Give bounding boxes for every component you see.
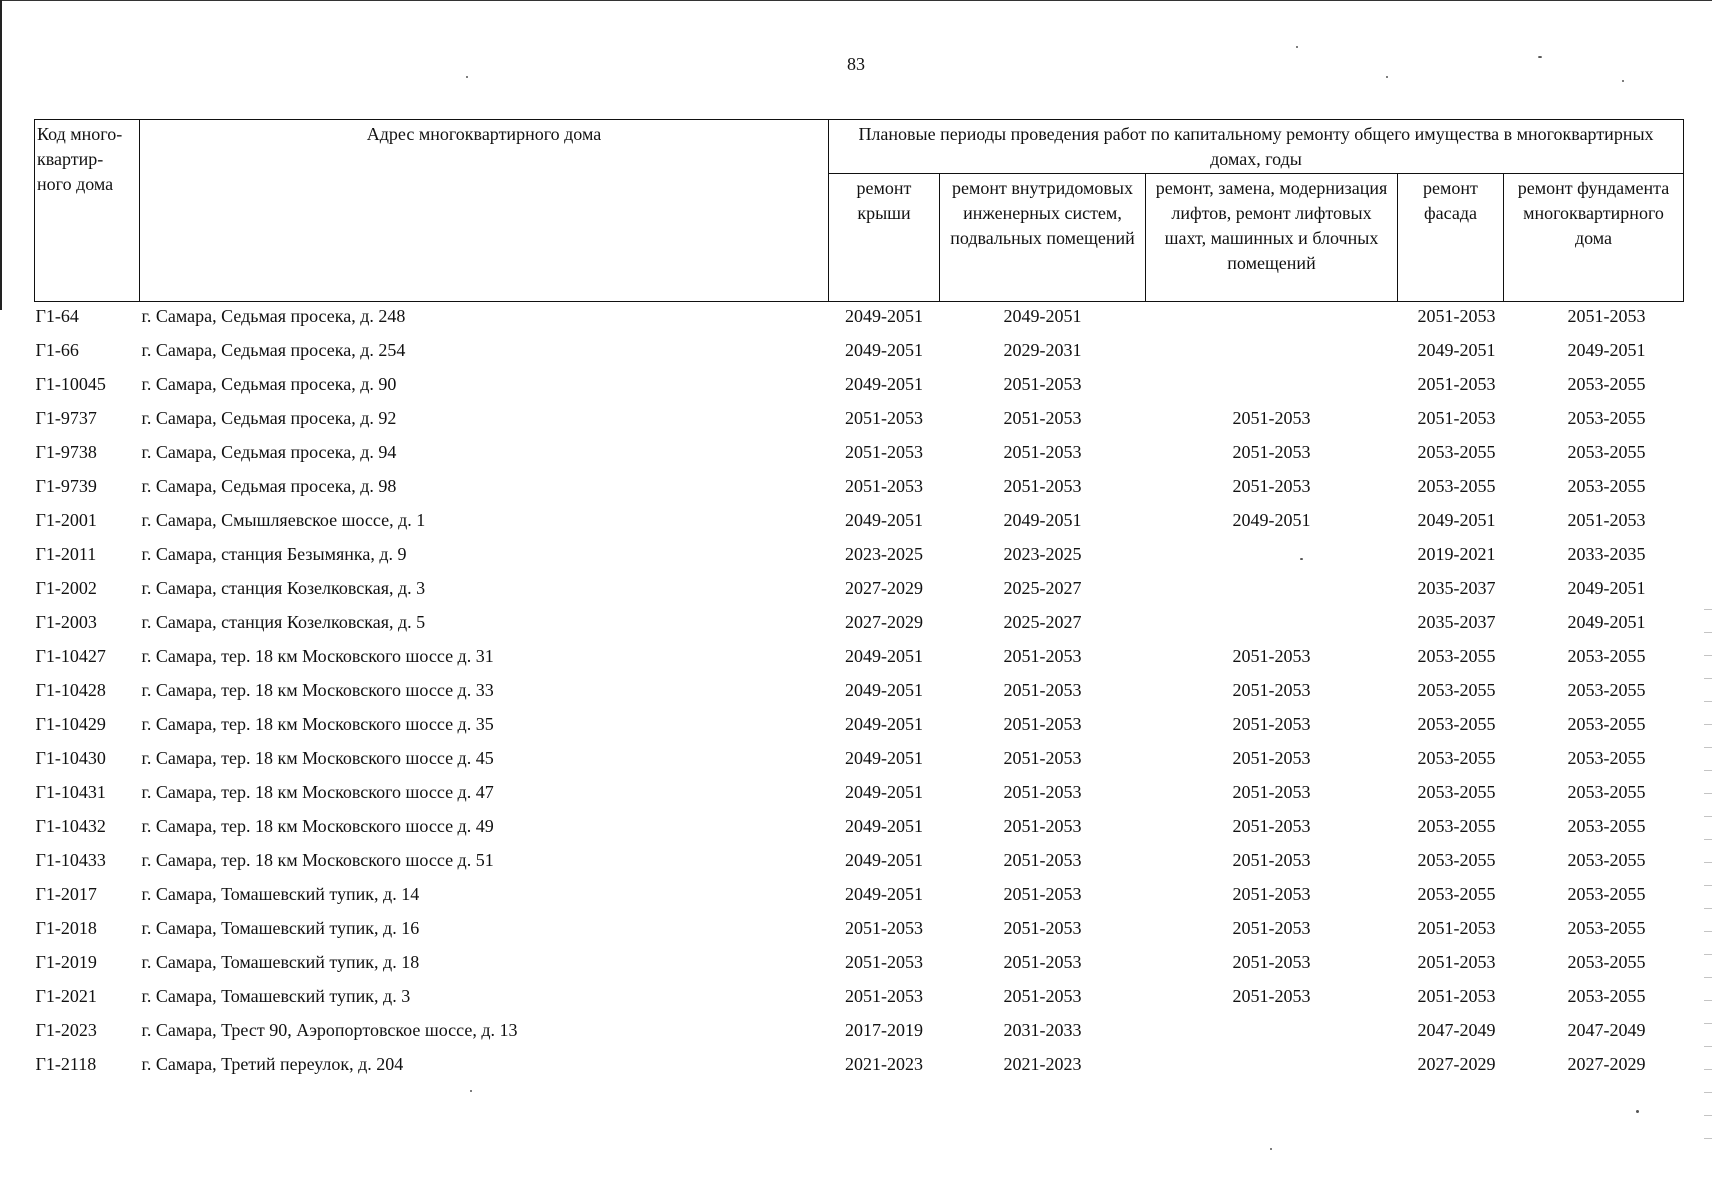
cell-foundation: 2053-2055: [1567, 408, 1646, 428]
cell-address: г. Самара, тер. 18 км Московского шоссе д. 45: [141, 748, 494, 768]
cell-facade: 2049-2051: [1417, 510, 1496, 530]
table-row: [35, 984, 1684, 1018]
cell-roof: 2021-2023: [845, 1054, 923, 1074]
cell-code: Г1-64: [35, 306, 79, 326]
cell-facade: 2053-2055: [1417, 714, 1496, 734]
cell-foundation: 2049-2051: [1567, 612, 1646, 632]
cell-facade: 2053-2055: [1417, 782, 1496, 802]
cell-facade: 2053-2055: [1417, 748, 1496, 768]
table-row: [35, 780, 1684, 814]
cell-foundation: 2049-2051: [1567, 340, 1646, 360]
cell-roof: 2051-2053: [845, 986, 923, 1006]
cell-address: г. Самара, Седьмая просека, д. 98: [141, 476, 397, 496]
cell-code: Г1-9739: [35, 476, 97, 496]
cell-foundation: 2053-2055: [1567, 986, 1646, 1006]
scan-speck: [1386, 76, 1388, 78]
cell-facade: 2047-2049: [1417, 1020, 1496, 1040]
cell-facade: 2051-2053: [1417, 306, 1496, 326]
cell-facade: 2049-2051: [1417, 340, 1496, 360]
cell-code: Г1-2023: [35, 1020, 97, 1040]
cell-engineering: 2051-2053: [1003, 646, 1082, 666]
cell-facade: 2053-2055: [1417, 646, 1496, 666]
cell-foundation: 2053-2055: [1567, 918, 1646, 938]
cell-code: Г1-9737: [35, 408, 97, 428]
cell-foundation: 2033-2035: [1567, 544, 1646, 564]
cell-elevators: [1146, 1052, 1398, 1086]
cell-foundation: 2053-2055: [1567, 646, 1646, 666]
table-row: [35, 542, 1684, 576]
cell-elevators: [1146, 610, 1398, 644]
cell-engineering: 2051-2053: [1003, 748, 1082, 768]
cell-elevators: 2051-2053: [1232, 680, 1311, 700]
cell-elevators: 2051-2053: [1232, 714, 1311, 734]
cell-roof: 2049-2051: [845, 884, 923, 904]
cell-engineering: 2031-2033: [1003, 1020, 1082, 1040]
table-row: [35, 950, 1684, 984]
cell-engineering: 2051-2053: [1003, 408, 1082, 428]
scan-speck: [1538, 56, 1542, 58]
cell-elevators: 2051-2053: [1232, 646, 1311, 666]
cell-facade: 2027-2029: [1417, 1054, 1496, 1074]
cell-address: г. Самара, Смышляевское шоссе, д. 1: [141, 510, 426, 530]
table-row: [35, 882, 1684, 916]
cell-facade: 2019-2021: [1417, 544, 1496, 564]
table-row: [35, 610, 1684, 644]
table-row: [35, 576, 1684, 610]
cell-roof: 2049-2051: [845, 748, 923, 768]
cell-address: г. Самара, тер. 18 км Московского шоссе д. 51: [141, 850, 494, 870]
cell-address: г. Самара, Томашевский тупик, д. 18: [141, 952, 420, 972]
cell-address: г. Самара, Третий переулок, д. 204: [141, 1054, 404, 1074]
cell-engineering: 2025-2027: [1003, 578, 1082, 598]
cell-address: г. Самара, Седьмая просека, д. 254: [141, 340, 406, 360]
cell-facade: 2051-2053: [1417, 918, 1496, 938]
cell-facade: 2053-2055: [1417, 680, 1496, 700]
table-row: [35, 474, 1684, 508]
cell-facade: 2053-2055: [1417, 816, 1496, 836]
cell-code: Г1-2021: [35, 986, 97, 1006]
cell-code: Г1-2002: [35, 578, 97, 598]
cell-foundation: 2049-2051: [1567, 578, 1646, 598]
table-row: [35, 508, 1684, 542]
header-engineering: ремонт внутридомовых инженерных систем, подвальных помещений: [940, 174, 1146, 302]
cell-engineering: 2051-2053: [1003, 782, 1082, 802]
cell-code: Г1-10427: [35, 646, 106, 666]
table-row: [35, 440, 1684, 474]
header-foundation: ремонт фундамента многоквартирного дома: [1504, 174, 1684, 302]
cell-address: г. Самара, Седьмая просека, д. 248: [141, 306, 406, 326]
cell-address: г. Самара, станция Козелковская, д. 5: [141, 612, 426, 632]
cell-elevators: 2051-2053: [1232, 748, 1311, 768]
cell-roof: 2023-2025: [845, 544, 923, 564]
cell-engineering: 2025-2027: [1003, 612, 1082, 632]
cell-elevators: [1146, 338, 1398, 372]
cell-code: Г1-10428: [35, 680, 106, 700]
cell-facade: 2051-2053: [1417, 374, 1496, 394]
cell-code: Г1-10045: [35, 374, 106, 394]
table-row: [35, 406, 1684, 440]
cell-code: Г1-2018: [35, 918, 97, 938]
cell-elevators: [1146, 372, 1398, 406]
scan-speck: [466, 76, 468, 78]
cell-engineering: 2021-2023: [1003, 1054, 1082, 1074]
cell-foundation: 2047-2049: [1567, 1020, 1646, 1040]
cell-engineering: 2051-2053: [1003, 476, 1082, 496]
cell-foundation: 2027-2029: [1567, 1054, 1646, 1074]
cell-foundation: 2053-2055: [1567, 748, 1646, 768]
table-row: [35, 848, 1684, 882]
cell-roof: 2049-2051: [845, 680, 923, 700]
scan-edge-noise: [1704, 600, 1712, 1160]
table-row: [35, 712, 1684, 746]
table-row: [35, 644, 1684, 678]
table-row: [35, 814, 1684, 848]
cell-code: Г1-10430: [35, 748, 106, 768]
cell-elevators: 2051-2053: [1232, 408, 1311, 428]
cell-roof: 2027-2029: [845, 612, 923, 632]
cell-engineering: 2051-2053: [1003, 952, 1082, 972]
cell-engineering: 2051-2053: [1003, 442, 1082, 462]
cell-roof: 2051-2053: [845, 408, 923, 428]
cell-address: г. Самара, Седьмая просека, д. 92: [141, 408, 397, 428]
cell-code: Г1-2118: [35, 1054, 97, 1074]
cell-elevators: [1146, 576, 1398, 610]
cell-roof: 2051-2053: [845, 442, 923, 462]
cell-foundation: 2053-2055: [1567, 884, 1646, 904]
cell-engineering: 2051-2053: [1003, 680, 1082, 700]
cell-elevators: 2051-2053: [1232, 782, 1311, 802]
cell-engineering: 2023-2025: [1003, 544, 1082, 564]
cell-roof: 2049-2051: [845, 374, 923, 394]
table-row: [35, 678, 1684, 712]
cell-roof: 2049-2051: [845, 850, 923, 870]
cell-code: Г1-2011: [35, 544, 97, 564]
cell-engineering: 2051-2053: [1003, 918, 1082, 938]
cell-elevators: 2051-2053: [1232, 918, 1311, 938]
cell-code: Г1-9738: [35, 442, 97, 462]
cell-roof: 2049-2051: [845, 816, 923, 836]
cell-address: г. Самара, тер. 18 км Московского шоссе д. 35: [141, 714, 494, 734]
header-elevators: ремонт, замена, модернизация лифтов, ремонт лифтовых шахт, машинных и блочных помещений: [1146, 174, 1398, 302]
cell-roof: 2049-2051: [845, 306, 923, 326]
cell-elevators: [1146, 1018, 1398, 1052]
page-left-edge: [0, 0, 2, 310]
cell-roof: 2051-2053: [845, 952, 923, 972]
header-periods-group: Плановые периоды проведения работ по капитальному ремонту общего имущества в многоквартирных домах, годы: [829, 120, 1684, 174]
table-row: [35, 302, 1684, 339]
scan-speck: [1270, 1148, 1272, 1150]
cell-facade: 2051-2053: [1417, 986, 1496, 1006]
page-number: 83: [847, 54, 865, 74]
cell-code: Г1-10429: [35, 714, 106, 734]
cell-facade: 2053-2055: [1417, 850, 1496, 870]
cell-roof: 2051-2053: [845, 476, 923, 496]
cell-engineering: 2049-2051: [1003, 306, 1082, 326]
header-code: Код много-квартир-ного дома: [35, 120, 140, 302]
cell-facade: 2053-2055: [1417, 884, 1496, 904]
cell-foundation: 2053-2055: [1567, 782, 1646, 802]
cell-engineering: 2049-2051: [1003, 510, 1082, 530]
cell-code: Г1-2019: [35, 952, 97, 972]
header-roof: ремонт крыши: [829, 174, 940, 302]
scan-speck: [470, 1090, 472, 1092]
cell-address: г. Самара, станция Козелковская, д. 3: [141, 578, 426, 598]
scan-speck: [1300, 558, 1303, 560]
cell-roof: 2051-2053: [845, 918, 923, 938]
header-address: Адрес многоквартирного дома: [140, 120, 829, 302]
cell-engineering: 2051-2053: [1003, 850, 1082, 870]
cell-address: г. Самара, Седьмая просека, д. 94: [141, 442, 397, 462]
cell-roof: 2049-2051: [845, 782, 923, 802]
cell-facade: 2035-2037: [1417, 578, 1496, 598]
cell-elevators: 2051-2053: [1232, 476, 1311, 496]
cell-foundation: 2051-2053: [1567, 510, 1646, 530]
table-row: [35, 338, 1684, 372]
cell-code: Г1-10431: [35, 782, 106, 802]
cell-code: Г1-2017: [35, 884, 97, 904]
repair-schedule-table: [34, 119, 1684, 1086]
cell-elevators: 2051-2053: [1232, 986, 1311, 1006]
page-top-edge: [0, 0, 1712, 1]
cell-elevators: 2049-2051: [1232, 510, 1311, 530]
cell-code: Г1-66: [35, 340, 79, 360]
cell-foundation: 2053-2055: [1567, 476, 1646, 496]
cell-roof: 2049-2051: [845, 714, 923, 734]
cell-engineering: 2051-2053: [1003, 884, 1082, 904]
cell-facade: 2035-2037: [1417, 612, 1496, 632]
cell-engineering: 2051-2053: [1003, 816, 1082, 836]
cell-elevators: [1146, 542, 1398, 576]
cell-address: г. Самара, станция Безымянка, д. 9: [141, 544, 407, 564]
cell-facade: 2051-2053: [1417, 952, 1496, 972]
table-row: [35, 1052, 1684, 1086]
cell-foundation: 2053-2055: [1567, 850, 1646, 870]
cell-address: г. Самара, тер. 18 км Московского шоссе д. 31: [141, 646, 494, 666]
header-facade: ремонт фасада: [1398, 174, 1504, 302]
scan-speck: [1296, 46, 1298, 48]
table-row: [35, 1018, 1684, 1052]
cell-engineering: 2051-2053: [1003, 374, 1082, 394]
cell-roof: 2049-2051: [845, 340, 923, 360]
cell-foundation: 2051-2053: [1567, 306, 1646, 326]
cell-roof: 2049-2051: [845, 510, 923, 530]
cell-engineering: 2029-2031: [1003, 340, 1082, 360]
cell-roof: 2027-2029: [845, 578, 923, 598]
cell-elevators: 2051-2053: [1232, 442, 1311, 462]
table-row: [35, 372, 1684, 406]
cell-foundation: 2053-2055: [1567, 952, 1646, 972]
cell-address: г. Самара, Томашевский тупик, д. 16: [141, 918, 420, 938]
cell-facade: 2053-2055: [1417, 476, 1496, 496]
cell-address: г. Самара, Трест 90, Аэропортовское шоссе, д. 13: [141, 1020, 518, 1040]
cell-address: г. Самара, Седьмая просека, д. 90: [141, 374, 397, 394]
cell-address: г. Самара, тер. 18 км Московского шоссе д. 33: [141, 680, 494, 700]
scan-speck: [1636, 1110, 1639, 1113]
cell-elevators: 2051-2053: [1232, 816, 1311, 836]
cell-foundation: 2053-2055: [1567, 374, 1646, 394]
table-row: [35, 916, 1684, 950]
cell-engineering: 2051-2053: [1003, 986, 1082, 1006]
cell-roof: 2017-2019: [845, 1020, 923, 1040]
cell-elevators: [1146, 302, 1398, 339]
cell-address: г. Самара, Томашевский тупик, д. 3: [141, 986, 411, 1006]
cell-engineering: 2051-2053: [1003, 714, 1082, 734]
cell-elevators: 2051-2053: [1232, 850, 1311, 870]
cell-elevators: 2051-2053: [1232, 884, 1311, 904]
cell-foundation: 2053-2055: [1567, 816, 1646, 836]
cell-code: Г1-2001: [35, 510, 97, 530]
cell-code: Г1-10433: [35, 850, 106, 870]
cell-code: Г1-2003: [35, 612, 97, 632]
cell-facade: 2051-2053: [1417, 408, 1496, 428]
cell-foundation: 2053-2055: [1567, 442, 1646, 462]
table-body: [35, 302, 1684, 1087]
table-row: [35, 746, 1684, 780]
cell-address: г. Самара, тер. 18 км Московского шоссе д. 49: [141, 816, 494, 836]
cell-foundation: 2053-2055: [1567, 714, 1646, 734]
cell-code: Г1-10432: [35, 816, 106, 836]
scan-speck: [1622, 80, 1624, 82]
cell-foundation: 2053-2055: [1567, 680, 1646, 700]
cell-facade: 2053-2055: [1417, 442, 1496, 462]
cell-address: г. Самара, Томашевский тупик, д. 14: [141, 884, 420, 904]
cell-address: г. Самара, тер. 18 км Московского шоссе д. 47: [141, 782, 494, 802]
cell-elevators: 2051-2053: [1232, 952, 1311, 972]
cell-roof: 2049-2051: [845, 646, 923, 666]
